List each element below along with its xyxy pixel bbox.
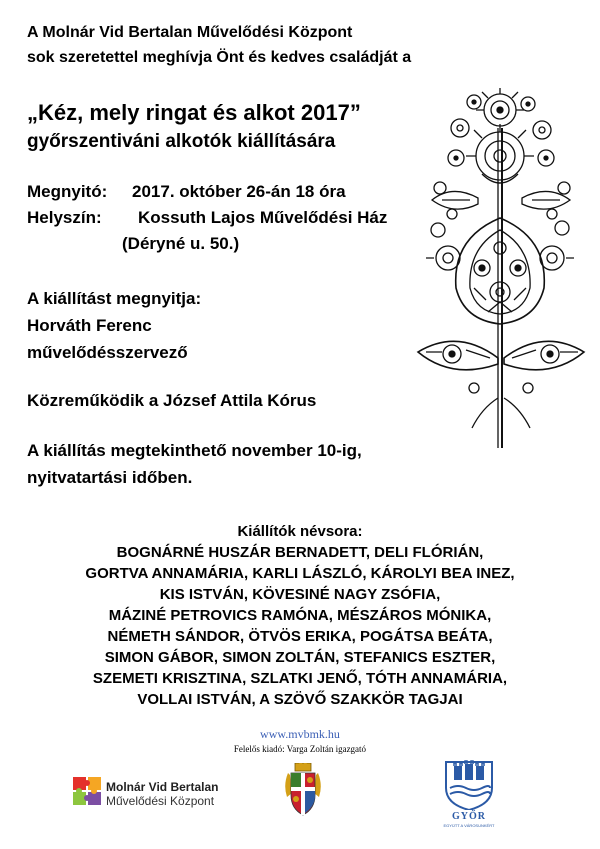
- logo-line-2: Művelődési Központ: [106, 794, 215, 808]
- gyor-city-crest-icon: [442, 758, 496, 810]
- viewing-line-1: A kiállítás megtekinthető november 10-ig,: [27, 441, 362, 460]
- exhibitor-line: NÉMETH SÁNDOR, ÖTVÖS ERIKA, POGÁTSA BEÁTA,: [107, 628, 493, 645]
- opener-role: művelődésszervező: [27, 343, 188, 362]
- exhibitor-line: BOGNÁRNÉ HUSZÁR BERNADETT, DELI FLÓRIÁN,: [116, 544, 484, 561]
- venue-value: Kossuth Lajos Művelődési Ház: [138, 208, 388, 227]
- exhibitor-line: SZEMETI KRISZTINA, SZLATKI JENŐ, TÓTH ANNAMÁRIA,: [92, 670, 508, 687]
- publisher-line: Felelős kiadó: Varga Zoltán igazgató: [233, 744, 367, 754]
- exhibitor-line: GORTVA ANNAMÁRIA, KARLI LÁSZLÓ, KÁROLYI BEA INEZ,: [85, 565, 515, 582]
- organizer-line: A Molnár Vid Bertalan Művelődési Központ: [27, 24, 353, 41]
- opener-name: Horváth Ferenc: [27, 316, 152, 335]
- exhibitor-line: MÁZINÉ PETROVICS RAMÓNA, MÉSZÁROS MÓNIKA,: [108, 607, 492, 624]
- exhibition-subtitle: győrszentiváni alkotók kiállítására: [27, 131, 336, 152]
- exhibitor-line: SIMON GÁBOR, SIMON ZOLTÁN, STEFANICS ESZTER,: [104, 649, 496, 666]
- viewing-line-2: nyitvatartási időben.: [27, 468, 193, 487]
- invitation-line: sok szeretettel meghívja Önt és kedves családját a: [27, 49, 412, 66]
- opening-label: Megnyitó:: [27, 182, 108, 201]
- venue-label: Helyszín:: [27, 208, 102, 227]
- exhibitor-line: VOLLAI ISTVÁN, A SZÖVŐ SZAKKÖR TAGJAI: [137, 691, 463, 708]
- city-logo-text: GYŐR: [452, 811, 486, 822]
- coat-of-arms-icon: [284, 763, 322, 817]
- venue-address: (Déryné u. 50.): [122, 234, 240, 253]
- city-logo-subtext: EGYÜTT A VÁROSUNKÉRT: [443, 823, 495, 828]
- folk-flower-tree-illustration: [412, 88, 592, 448]
- logo-line-1: Molnár Vid Bertalan: [106, 780, 219, 794]
- exhibition-title: „Kéz, mely ringat és alkot 2017”: [27, 100, 361, 125]
- exhibitors-heading: Kiállítók névsora:: [237, 523, 363, 540]
- website-link[interactable]: www.mvbmk.hu: [260, 727, 340, 741]
- exhibitor-line: KIS ISTVÁN, KÖVESINÉ NAGY ZSÓFIA,: [159, 586, 441, 603]
- exhibitors-list: [0, 521, 600, 710]
- performer-line: Közreműködik a József Attila Kórus: [27, 391, 317, 410]
- puzzle-logo-icon: [73, 777, 103, 807]
- opening-value: 2017. október 26-án 18 óra: [132, 182, 346, 201]
- opener-intro: A kiállítást megnyitja:: [27, 289, 202, 308]
